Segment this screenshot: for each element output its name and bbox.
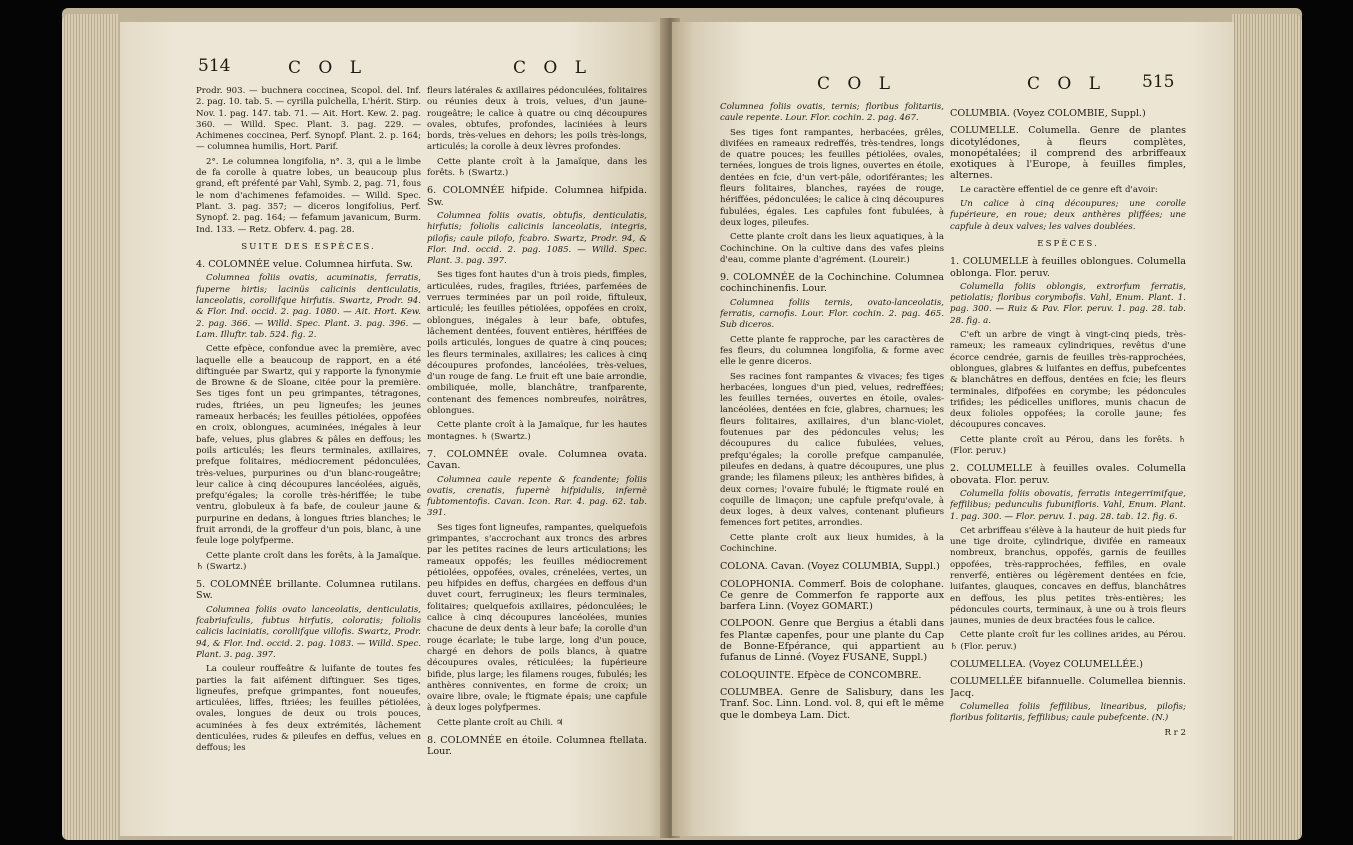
paragraph: Cette plante croît à la Jamaïque, dans les forêts. ♄ (Swartz.) [427, 156, 647, 179]
right-page-column-2 [950, 102, 1186, 830]
paragraph: Prodr. 903. — buchnera coccinea, Scopol. del. Inf. 2. pag. 10. tab. 5. — cyrilla pulchella, L'hérit. Stirp. Nov. 1. pag. 147. tab. 71. — Ait. Hort. Kew. 2. pag. 360. — Willd. Spec. Plant. 3. pag. 229. — Achimenes coccinea, Perf. Synopf. Plant. 2. p. 164; — columnea humilis, Hort. Parif. [196, 86, 421, 153]
species-entry: 2. COLUMELLE à feuilles ovales. Columella obovata. Flor. peruv. [950, 463, 1186, 486]
paragraph: Ses tiges font rampantes, herbacées, grêles, divifées en rameaux redreffés, très-tendres, longs de quatre pouces; les feuilles pétiolées, ovales, ternées, longues de trois lignes, ouvertes en étoile, dentées en fcie, d'un vert-pâle, odoriférantes; les fleurs folitaires, blanches, rayées de rouge, hériffées, pédonculées; le calice à cinq découpures fubulées, égales. Les capfules font fubulées, à deux loges, pileufes. [720, 127, 944, 228]
paragraph: Ses racines font rampantes & vivaces; fes tiges herbacées, longues d'un pied, velues, redreffées; les feuilles ternées, ouvertes en étoile, ovales-lancéolées, dentées en fcie, glabres, charnues; les fleurs folitaires, axillaires, d'un blanc-violet, foutenues par des pédoncules velus; les découpures du calice fubulées, velues, prefqu'égales; la corolle prefque campanulée, pileufes en dedans, à quatre découpures, une plus grande; les filamens pileux; les anthères bifides, à deux cornes; l'ovaire fubulé; le ftigmate roulé en coquille de limaçon; une capfule prefqu'ovale, à deux loges, à deux valves, contenant plufieurs femences fort petites, arrondies. [720, 371, 944, 529]
paragraph: Cet arbriffeau s'élève à la hauteur de huit pieds fur une tige droite, cylindrique, divifée en rameaux nombreux, branchus, oppofés, garnis de feuilles oppofées, très-rapprochées, feffiles, en ovale renverfé, entières ou légèrement dentées en fcie, luifantes, glauques, concaves en deffus, blanchâtres en deffous, les plus petites très-entières; les pédoncules courts, terminaux, à une ou à trois fleurs jaunes, munies de deux bractées fous le calice. [950, 525, 1186, 627]
left-page [120, 22, 665, 836]
species-diagnosis: Columella foliis oblongis, extrorfum ferratis, petiolatis; floribus corymbofis. Vahl, Enum. Plant. 1. pag. 300. — Ruiz & Pav. Flor. peruv. 1. pag. 28. tab. 28. fig. a. [950, 281, 1186, 326]
species-diagnosis: Columnea foliis ovatis, ternis; floribus folitariis, caule repente. Lour. Flor. cochin. 2. pag. 467. [720, 102, 944, 124]
genus-character: Un calice à cinq découpures; une corolle fupérieure, en roue; deux anthères pliffées; une capfule à deux valves; les valves doublées. [950, 199, 1186, 232]
dictionary-entry: COLUMBEA. Genre de Salisbury, dans les Tranf. Soc. Linn. Lond. vol. 8, qui eft le même que le dombeya Lam. Dict. [720, 686, 944, 721]
left-page-edges [62, 14, 118, 840]
species-entry: 5. COLOMNÉE brillante. Columnea rutilans. Sw. [196, 579, 421, 602]
paragraph: Cette plante fe rapproche, par les caractères de fes fleurs, du columnea longifolia, & forme avec elle le genre diceros. [720, 334, 944, 368]
dictionary-entry: COLUMELLEA. (Voyez COLUMELLÉE.) [950, 659, 1144, 671]
right-page-header-right: C O L [1027, 74, 1107, 94]
species-entry: 9. COLOMNÉE de la Cochinchine. Columnea cochinchinenfis. Lour. [720, 272, 944, 295]
section-heading: ESPÈCES. [1037, 238, 1099, 249]
section-heading: SUITE DES ESPÈCES. [241, 241, 376, 252]
dictionary-entry: COLOPHONIA. Commerf. Bois de colophane. Ce genre de Commerfon fe rapporte aux barfera Linn. (Voyez GOMART.) [720, 578, 944, 613]
species-diagnosis: Columnea foliis ovatis, obtufis, denticulatis, hirfutis; foliolis calicinis lanceolatis, integris, pilofis; caule pilofo, fcabro. Swartz, Prodr. 94, & Flor. Ind. occid. 2. pag. 1085. — Willd. Spec. Plant. 3. pag. 397. [427, 210, 647, 267]
species-entry: 7. COLOMNÉE ovale. Columnea ovata. Cavan. [427, 448, 647, 472]
paragraph: Cette plante croît aux lieux humides, à la Cochinchine. [720, 532, 944, 554]
left-page-column-2 [427, 86, 647, 826]
dictionary-entry: COLUMELLÉE bifannuelle. Columellea biennis. Jacq. [950, 676, 1186, 699]
left-page-column-1 [196, 86, 421, 826]
paragraph: Cette plante croît fur les collines arides, au Pérou. ♄ (Flor. peruv.) [950, 630, 1186, 652]
right-page-column-1 [720, 102, 944, 830]
species-diagnosis: Columnea caule repente & fcandente; foliis ovatis, crenatis, fupernè hifpidulis, infernè fubtomentofis. Cavan. Icon. Rar. 4. pag. 62. tab. 391. [427, 474, 647, 519]
dictionary-entry: COLUMELLE. Columella. Genre de plantes dicotylédones, à fleurs complètes, monopétalées; il comprend des arbriffeaux exotiques à l'Europe, à feuilles fimples, alternes. [950, 125, 1186, 182]
signature-mark: R r 2 [1164, 727, 1186, 738]
paragraph: Cette efpèce, confondue avec la première, avec laquelle elle a beaucoup de rapport, en a été diftinguée par Swartz, qui y rapporte la fynonymie de Browne & de Sloane, citée pour la première. Ses tiges font un peu grimpantes, tétragones, rudes, ftriées, un peu ligneufes; les jeunes rameaux herbacés; les feuilles pétiolées, oppofées en croix, oblongues, acuminées, inégales à leur bafe, velues, plus glabres & pâles en deffous; les poils articulés; les fleurs terminales, axillaires, prefque folitaires, médiocrement pédonculées, très-velues, purpurines ou d'un blanc-rougeâtre; leur calice à cinq découpures lancéolées, aiguës, prefqu'égales; la corolle très-hériffée; le tube ventru, globuleux à fa bafe, de couleur jaune & purpurine en dedans, à longues ftries blanches; le fruit arrondi, de la groffeur d'un pois, blanc, à une feule loge polyfperme. [196, 344, 421, 547]
species-entry: 8. COLOMNÉE en étoile. Columnea ftellata. Lour. [427, 735, 647, 758]
paragraph: C'eft un arbre de vingt à vingt-cinq pieds, très-rameux; les rameaux cylindriques, revêtus d'une écorce cendrée, garnis de feuilles très-rapprochées, oblongues, glabres & luifantes en deffus, pubefcentes & blanchâtres en deffous, dentées en fcie; les fleurs terminales, difpofées en corymbe; les pédoncules trifides; les pédicelles uniflores, munis chacun de deux folioles oppofées; la corolle jaune; fes découpures concaves. [950, 330, 1186, 431]
right-page-number: 515 [1142, 72, 1175, 92]
left-page-number: 514 [198, 56, 231, 76]
species-entry: 6. COLOMNÉE hifpide. Columnea hifpida. Sw. [427, 185, 647, 208]
species-entry: 1. COLUMELLE à feuilles oblongues. Columella oblonga. Flor. peruv. [950, 256, 1186, 279]
paragraph: Cette plante croît au Chili. ♃ [437, 717, 564, 728]
paragraph: 2°. Le columnea longifolia, n°. 3, qui a le limbe de fa corolle à quatre lobes, un beaucoup plus grand, eft préfenté par Vahl, Symb. 2, pag. 71, fous le nom d'achimenes fefamoides. — Willd. Spec. Plant. 3. pag. 357; — diceros longifolius, Perf. Synopf. 2. pag. 164; — fefamum javanicum, Burm. Ind. 133. — Retz. Obferv. 4. pag. 28. [196, 156, 421, 235]
species-diagnosis: Columnea foliis ternis, ovato-lanceolatis, ferratis, carnofis. Lour. Flor. cochin. 2. pag. 465. Sub diceros. [720, 297, 944, 331]
paragraph: Le caractère effentiel de ce genre eft d'avoir: [960, 184, 1158, 195]
dictionary-entry: COLOQUINTE. Efpèce de CONCOMBRE. [720, 669, 922, 681]
dictionary-entry: COLUMBIA. (Voyez COLOMBIE, Suppl.) [950, 108, 1146, 119]
paragraph: Cette plante croît à la Jamaïque, fur les hautes montagnes. ♄ (Swartz.) [427, 420, 647, 442]
left-page-header-left: C O L [288, 58, 368, 78]
right-page [672, 22, 1234, 836]
paragraph: Cette plante croît dans les forêts, à la Jamaïque. ♄ (Swartz.) [196, 550, 421, 572]
right-page-edges [1232, 14, 1302, 840]
paragraph: fleurs latérales & axillaires pédonculées, folitaires ou réunies deux à trois, velues, d'un jaune-rougeâtre; le calice à quatre ou cinq découpures ovales, obtufes, profondes, laciniées à leurs bords, très-velues en dehors; les poils très-longs, articulés; la corolle à deux lèvres profondes. [427, 86, 647, 153]
paragraph: Ses tiges font hautes d'un à trois pieds, fimples, articulées, rudes, fragiles, ftriées, parfemées de verrues terminées par un poil roide, fiftuleux, articulé; les feuilles pétiolées, oppofées en croix, oblongues, inégales à leur bafe, obtufes, lâchement dentées, fouvent entières, hériffées de poils articulés, longues de quatre à cinq pouces; les fleurs terminales, axillaires; les calices à cinq découpures profondes, lancéolées, très-velues, d'un rouge de fang. Le fruit eft une baie arrondie, ombiliquée, molle, blanchâtre, tranfparente, contenant des femences nombreufes, noirâtres, oblongues. [427, 270, 647, 417]
paragraph: Cette plante croît dans les lieux aquatiques, à la Cochinchine. On la cultive dans des vafes pleins d'eau, comme plante d'agrément. (Loureir.) [720, 232, 944, 265]
dictionary-entry: COLONA. Cavan. (Voyez COLUMBIA, Suppl.) [720, 561, 940, 573]
species-entry: 4. COLOMNÉE velue. Columnea hirfuta. Sw. [196, 259, 414, 271]
left-page-header-right: C O L [513, 58, 593, 78]
species-diagnosis: Columellea foliis feffilibus, linearibus, pilofis; floribus folitariis, feffilibus; caule pubefcente. (N.) [950, 701, 1186, 724]
right-page-header-left: C O L [817, 74, 897, 94]
species-diagnosis: Columnea foliis ovato lanceolatis, denticulatis, fcabriufculis, fubtus hirfutis, coloratis; foliolis calicis laciniatis, corollifque villofis. Swartz, Prodr. 94, & Flor. Ind. occid. 2. pag. 1083. — Willd. Spec. Plant. 3. pag. 397. [196, 604, 421, 660]
dictionary-entry: COLPOON. Genre que Bergius a établi dans fes Plantæ capenfes, pour une plante du Cap de Bonne-Efpérance, qui appartient au fufanus de Linné. (Voyez FUSANE, Suppl.) [720, 618, 944, 664]
paragraph: La couleur rouffeâtre & luifante de toutes fes parties la fait aifément diftinguer. Ses tiges, ligneufes, prefque grimpantes, font noueufes, articulées, liffes, ftriées; les feuilles pétiolées, ovales, longues de deux ou trois pouces, acuminées à fes deux extrémités, lâchement denticulées, rudes & pileufes en deffus, velues en deffous; les [196, 664, 421, 754]
paragraph: Ses tiges font ligneufes, rampantes, quelquefois grimpantes, s'accrochant aux troncs des arbres par les petites racines de leurs articulations; les rameaux oppofés; les feuilles médiocrement pétiolées, oppofées, ovales, crénelées, vertes, un peu hifpides en deffus, chargées en deffous d'un duvet court, ferrugineux; les fleurs terminales, folitaires; quelquefois axillaires, pédonculées; le calice à cinq découpures lancéolées, munies chacune de deux dents à leur bafe; la corolle d'un rouge écarlate; le tube large, long d'un pouce, chargé en dehors de poils blancs, à quatre découpures ovales, réticulées; la fupérieure bifide, plus large; les filamens rouges, fubulés; les anthères conniventes, en forme de croix; un ovaire libre, ovale; le ftigmate épais; une capfule à deux loges polyfpermes. [427, 522, 647, 714]
paragraph: Cette plante croît au Pérou, dans les forêts. ♄ (Flor. peruv.) [950, 434, 1186, 457]
species-diagnosis: Columella foliis obovatis, ferratis integerrimifque, feffilibus; pedunculis fubunifloris. Vahl, Enum. Plant. 1. pag. 300. — Flor. peruv. 1. pag. 28. tab. 12. fig. 6. [950, 488, 1186, 522]
species-diagnosis: Columnea foliis ovatis, acuminatis, ferratis, fuperne hirtis; lacinüs calicinis denticulatis, lanceolatis, corollifque hirfutis. Swartz, Prodr. 94. & Flor. Ind. occid. 2. pag. 1080. — Ait. Hort. Kew. 2. pag. 366. — Willd. Spec. Plant. 3. pag. 396. — Lam. Illuftr. tab. 524. fig. 2. [196, 273, 421, 340]
